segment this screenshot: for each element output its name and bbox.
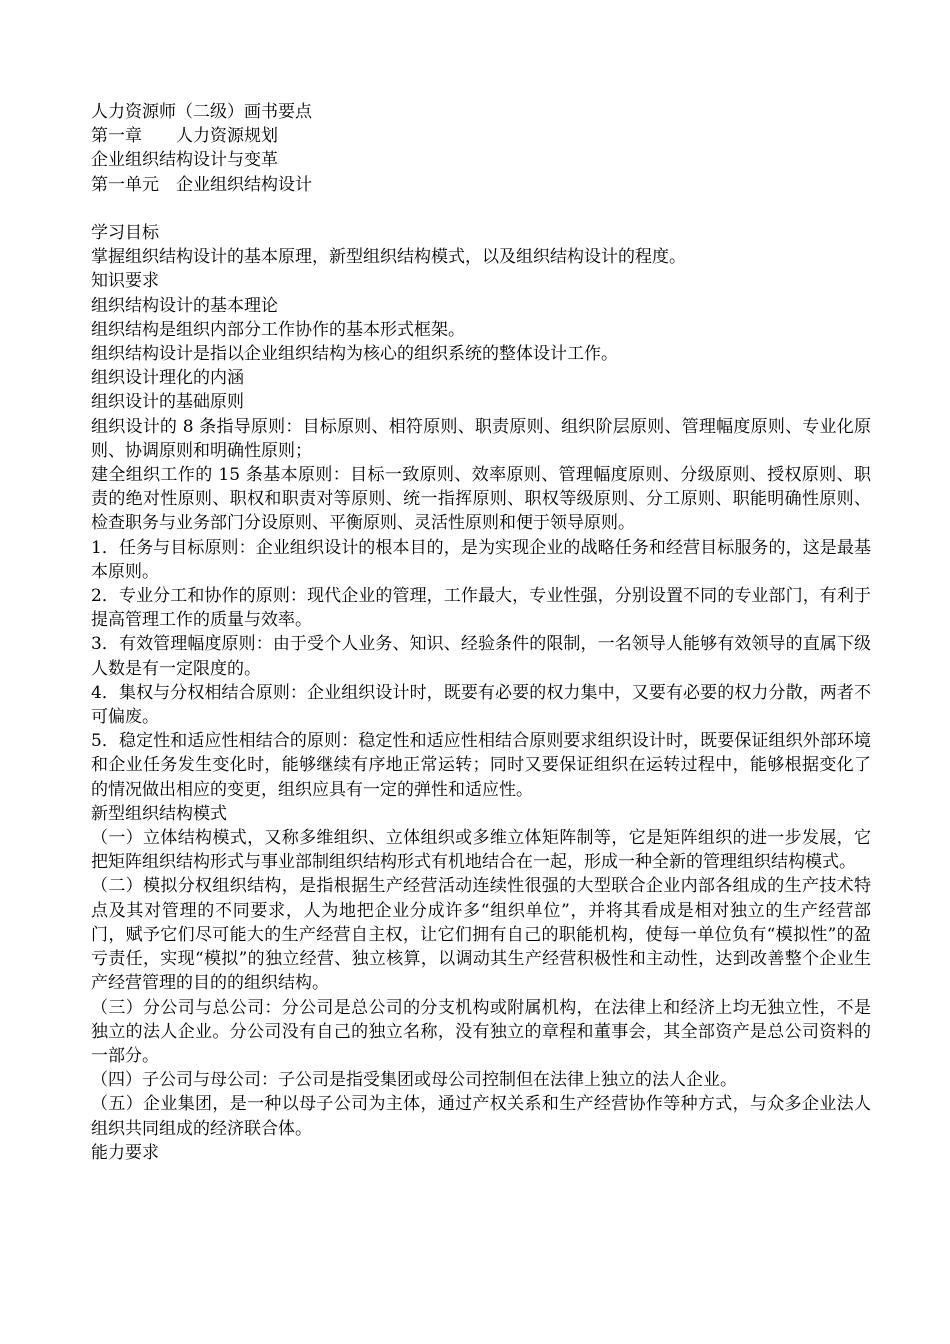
blank-line — [91, 197, 871, 221]
model-5-paragraph: （五）企业集团，是一种以母子公司为主体，通过产权关系和生产经营协作等种方式，与众多企业法人组织共同组成的经济联合体。 — [91, 1094, 871, 1139]
principle-3-paragraph: 3．有效管理幅度原则：由于受个人业务、知识、经验条件的限制，一名领导人能够有效领导的直属下级人数是有一定限度的。 — [91, 634, 871, 679]
basic-principles-heading: 组织设计的基础原则 — [91, 392, 244, 413]
fifteen-principles-paragraph: 建全组织工作的 15 条基本原则：目标一致原则、效率原则、管理幅度原则、分级原则、授权原则、职责的绝对性原则、职权和职责对等原则、统一指挥原则、职权等级原则、分工原则、职能明确性原则、检查职务与业务部门分设原则、平衡原则、灵活性原则和便于领导原则。 — [91, 465, 871, 534]
definition-structure: 组织结构是组织内部分工作协作的基本形式框架。 — [91, 319, 465, 340]
study-goal-text: 掌握组织结构设计的基本原理，新型组织结构模式，以及组织结构设计的程度。 — [91, 247, 686, 268]
knowledge-heading: 知识要求 — [91, 271, 159, 292]
principle-5-paragraph: 5．稳定性和适应性相结合的原则：稳定性和适应性相结合原则要求组织设计时，既要保证组织外部环境和企业任务发生变化时，能够继续有序地正常运转；同时又要保证组织在运转过程中，能够根据变化了的情况做出相应的变更，组织应具有一定的弹性和适应性。 — [91, 731, 871, 800]
model-2-paragraph: （二）模拟分权组织结构，是指根据生产经营活动连续性很强的大型联合企业内部各组成的生产技术特点及其对管理的不同要求，人为地把企业分成许多“组织单位”，并将其看成是相对独立的生产经营部门，赋予它们尽可能大的生产经营自主权，让它们拥有自己的职能机构，使每一单位负有“模拟性”的盈亏责任，实现“模拟”的独立经营、独立核算，以调动其生产经营积极性和主动性，达到改善整个企业生产经营管理的目的的组织结构。 — [91, 876, 871, 994]
chapter-heading: 第一章 人力资源规划 — [91, 126, 278, 147]
basic-theory-heading: 组织结构设计的基本理论 — [91, 295, 278, 316]
principle-4-paragraph: 4．集权与分权相结合原则：企业组织设计时，既要有必要的权力集中，又要有必要的权力分散，两者不可偏废。 — [91, 682, 871, 728]
model-3-paragraph: （三）分公司与总公司：分公司是总公司的分支机构或附属机构，在法律上和经济上均无独立性，不是独立的法人企业。分公司没有自己的独立名称，没有独立的章程和董事会，其全部资产是总公司资料的一部分。 — [91, 997, 871, 1066]
model-1-paragraph: （一）立体结构模式，又称多维组织、立体组织或多维立体矩阵制等，它是矩阵组织的进一步发展，它把矩阵组织结构形式与事业部制组织结构形式有机地结合在一起，形成一种全新的管理组织结构模式。 — [91, 828, 871, 873]
rationalization-heading: 组织设计理化的内涵 — [91, 368, 244, 389]
study-goal-heading: 学习目标 — [91, 223, 159, 243]
principle-2-paragraph: 2．专业分工和协作的原则：现代企业的管理，工作最大，专业性强，分别设置不同的专业部门，有利于提高管理工作的质量与效率。 — [91, 586, 871, 631]
definition-design: 组织结构设计是指以企业组织结构为核心的组织系统的整体设计工作。 — [91, 344, 618, 365]
eight-principles-paragraph: 组织设计的 8 条指导原则：目标原则、相符原则、职责原则、组织阶层原则、管理幅度原则、专业化原则、协调原则和明确性原则； — [91, 416, 871, 461]
ability-heading: 能力要求 — [91, 1142, 159, 1163]
principle-1-paragraph: 1．任务与目标原则：企业组织设计的根本目的，是为实现企业的战略任务和经营目标服务的，这是最基本原则。 — [91, 537, 871, 582]
document-title: 人力资源师（二级）画书要点 — [91, 102, 312, 122]
document-page — [91, 100, 871, 1165]
unit-heading: 第一单元 企业组织结构设计 — [91, 174, 312, 195]
new-models-heading: 新型组织结构模式 — [91, 803, 227, 824]
section-heading: 企业组织结构设计与变革 — [91, 150, 278, 171]
model-4-paragraph: （四）子公司与母公司：子公司是指受集团或母公司控制但在法律上独立的法人企业。 — [91, 1070, 737, 1091]
